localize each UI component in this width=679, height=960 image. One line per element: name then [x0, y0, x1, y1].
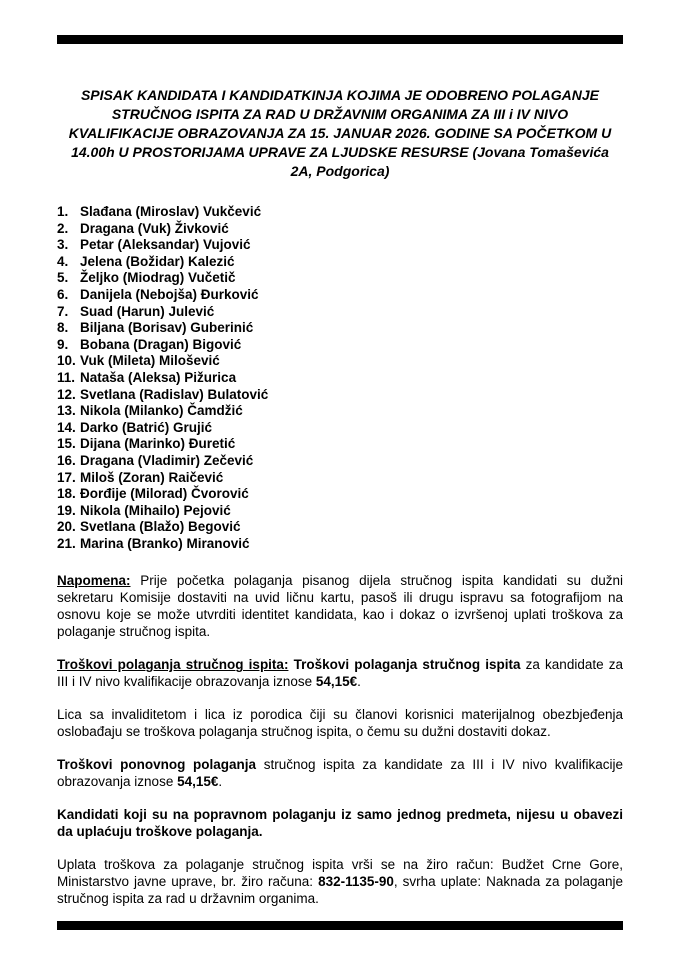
candidate-item: Vuk (Mileta) Milošević: [80, 353, 220, 369]
candidate-item: Jelena (Božidar) Kalezić: [80, 253, 235, 269]
candidate-item: Svetlana (Radislav) Bulatović: [80, 386, 269, 402]
document-title: SPISAK KANDIDATA I KANDIDATKINJA KOJIMA JE ODOBRENO POLAGANJE STRUČNOG ISPITA ZA RAD U DRŽAVNIM ORGANIMA ZA III i IV NIVO KVALIFIKACIJE OBRAZOVANJA ZA 15. JANUAR 2026. GODINE SA POČETKOM U 14.00h U PROSTORIJAMA UPRAVE ZA LJUDSKE RESURSE (Jovana Tomaševića 2A, Podgorica): [68, 87, 612, 179]
paragraph-napomena: [57, 572, 623, 640]
text-segment: za kandidate za III i IV nivo kvalifikacije obrazovanja iznose: [57, 657, 623, 690]
candidate-item: Miloš (Zoran) Raičević: [80, 469, 224, 485]
candidate-item: Nikola (Milanko) Čamdžić: [80, 403, 243, 419]
top-rule: [57, 35, 623, 44]
text-segment: .: [218, 774, 223, 790]
text-segment: stručnog ispita za kandidate za III i IV nivo kvalifikacije obrazovanja iznose: [57, 757, 623, 790]
text-segment: Uplata troškova za polaganje stručnog ispita vrši se na žiro račun: Budžet Crne Gore, Ministarstvo javne uprave, br. žiro računa:: [57, 857, 623, 890]
candidate-item: Željko (Miodrag) Vučetič: [80, 270, 236, 286]
text-segment: Troškovi ponovnog polaganja: [57, 757, 257, 773]
paragraph-popravno-polaganje: [57, 806, 623, 840]
paragraph-lica-sa-invaliditetom: [57, 706, 623, 740]
text-segment: Lica sa invaliditetom i lica iz porodica čiji su članovi korisnici materijalnog obezbjeđenja oslobađaju se troškova polaganja stručnog ispita, o čemu su dužni dostaviti dokaz.: [57, 707, 623, 740]
candidate-item: Svetlana (Blažo) Begović: [80, 519, 241, 535]
candidate-item: Dragana (Vuk) Živković: [80, 220, 229, 236]
candidate-item: Marina (Branko) Miranović: [80, 535, 250, 551]
candidate-item: Slađana (Miroslav) Vukčević: [80, 204, 262, 219]
body-paragraphs: [57, 572, 623, 907]
document-content: [57, 44, 623, 923]
text-segment: , svrha uplate: Naknada za polaganje stručnog ispita za rad u državnim organima.: [57, 874, 623, 907]
text-segment: 54,15€: [177, 774, 219, 790]
candidate-list: [57, 204, 623, 552]
candidate-item: Darko (Batrić) Grujić: [80, 419, 213, 435]
text-segment: Prije početka polaganja pisanog dijela stručnog ispita kandidati su dužni sekretaru Komisije dostaviti na uvid ličnu kartu, pasoš ili drugu ispravu sa fotografijom na osnovu koje se može utvrditi identitet kandidata, kao i dokaz o izvršenoj uplati troškova za polaganje stručnog ispita.: [57, 573, 623, 640]
text-segment: Kandidati koji su na popravnom polaganju iz samo jednog predmeta, nijesu u obavezi da uplaćuju troškove polaganja.: [57, 807, 623, 840]
candidate-item: Petar (Aleksandar) Vujović: [80, 237, 251, 253]
candidate-item: Nikola (Mihailo) Pejović: [80, 502, 231, 518]
bottom-rule: [57, 921, 623, 930]
candidate-item: Đorđije (Milorad) Čvorović: [80, 486, 249, 502]
candidate-item: Suad (Harun) Julević: [80, 303, 215, 319]
paragraph-troskovi-polaganja: [57, 656, 623, 690]
candidate-item: Biljana (Borisav) Guberinić: [80, 320, 254, 336]
text-segment: 832-1135-90: [318, 874, 394, 890]
candidate-item: Dijana (Marinko) Đuretić: [80, 436, 236, 452]
candidate-item: Nataša (Aleksa) Pižurica: [80, 369, 237, 385]
candidate-item: Bobana (Dragan) Bigović: [80, 336, 242, 352]
candidate-item: Danijela (Nebojša) Đurković: [80, 286, 259, 302]
text-segment: 54,15€: [315, 674, 358, 690]
candidate-item: Dragana (Vladimir) Zečević: [80, 452, 254, 468]
paragraph-troskovi-ponovnog: [57, 756, 623, 790]
text-segment: Napomena:: [57, 573, 131, 589]
text-segment: .: [357, 674, 361, 690]
paragraph-uplata: [57, 856, 623, 907]
text-segment: Troškovi polaganja stručnog ispita: [293, 657, 521, 673]
text-segment: Troškovi polaganja stručnog ispita:: [57, 657, 289, 673]
